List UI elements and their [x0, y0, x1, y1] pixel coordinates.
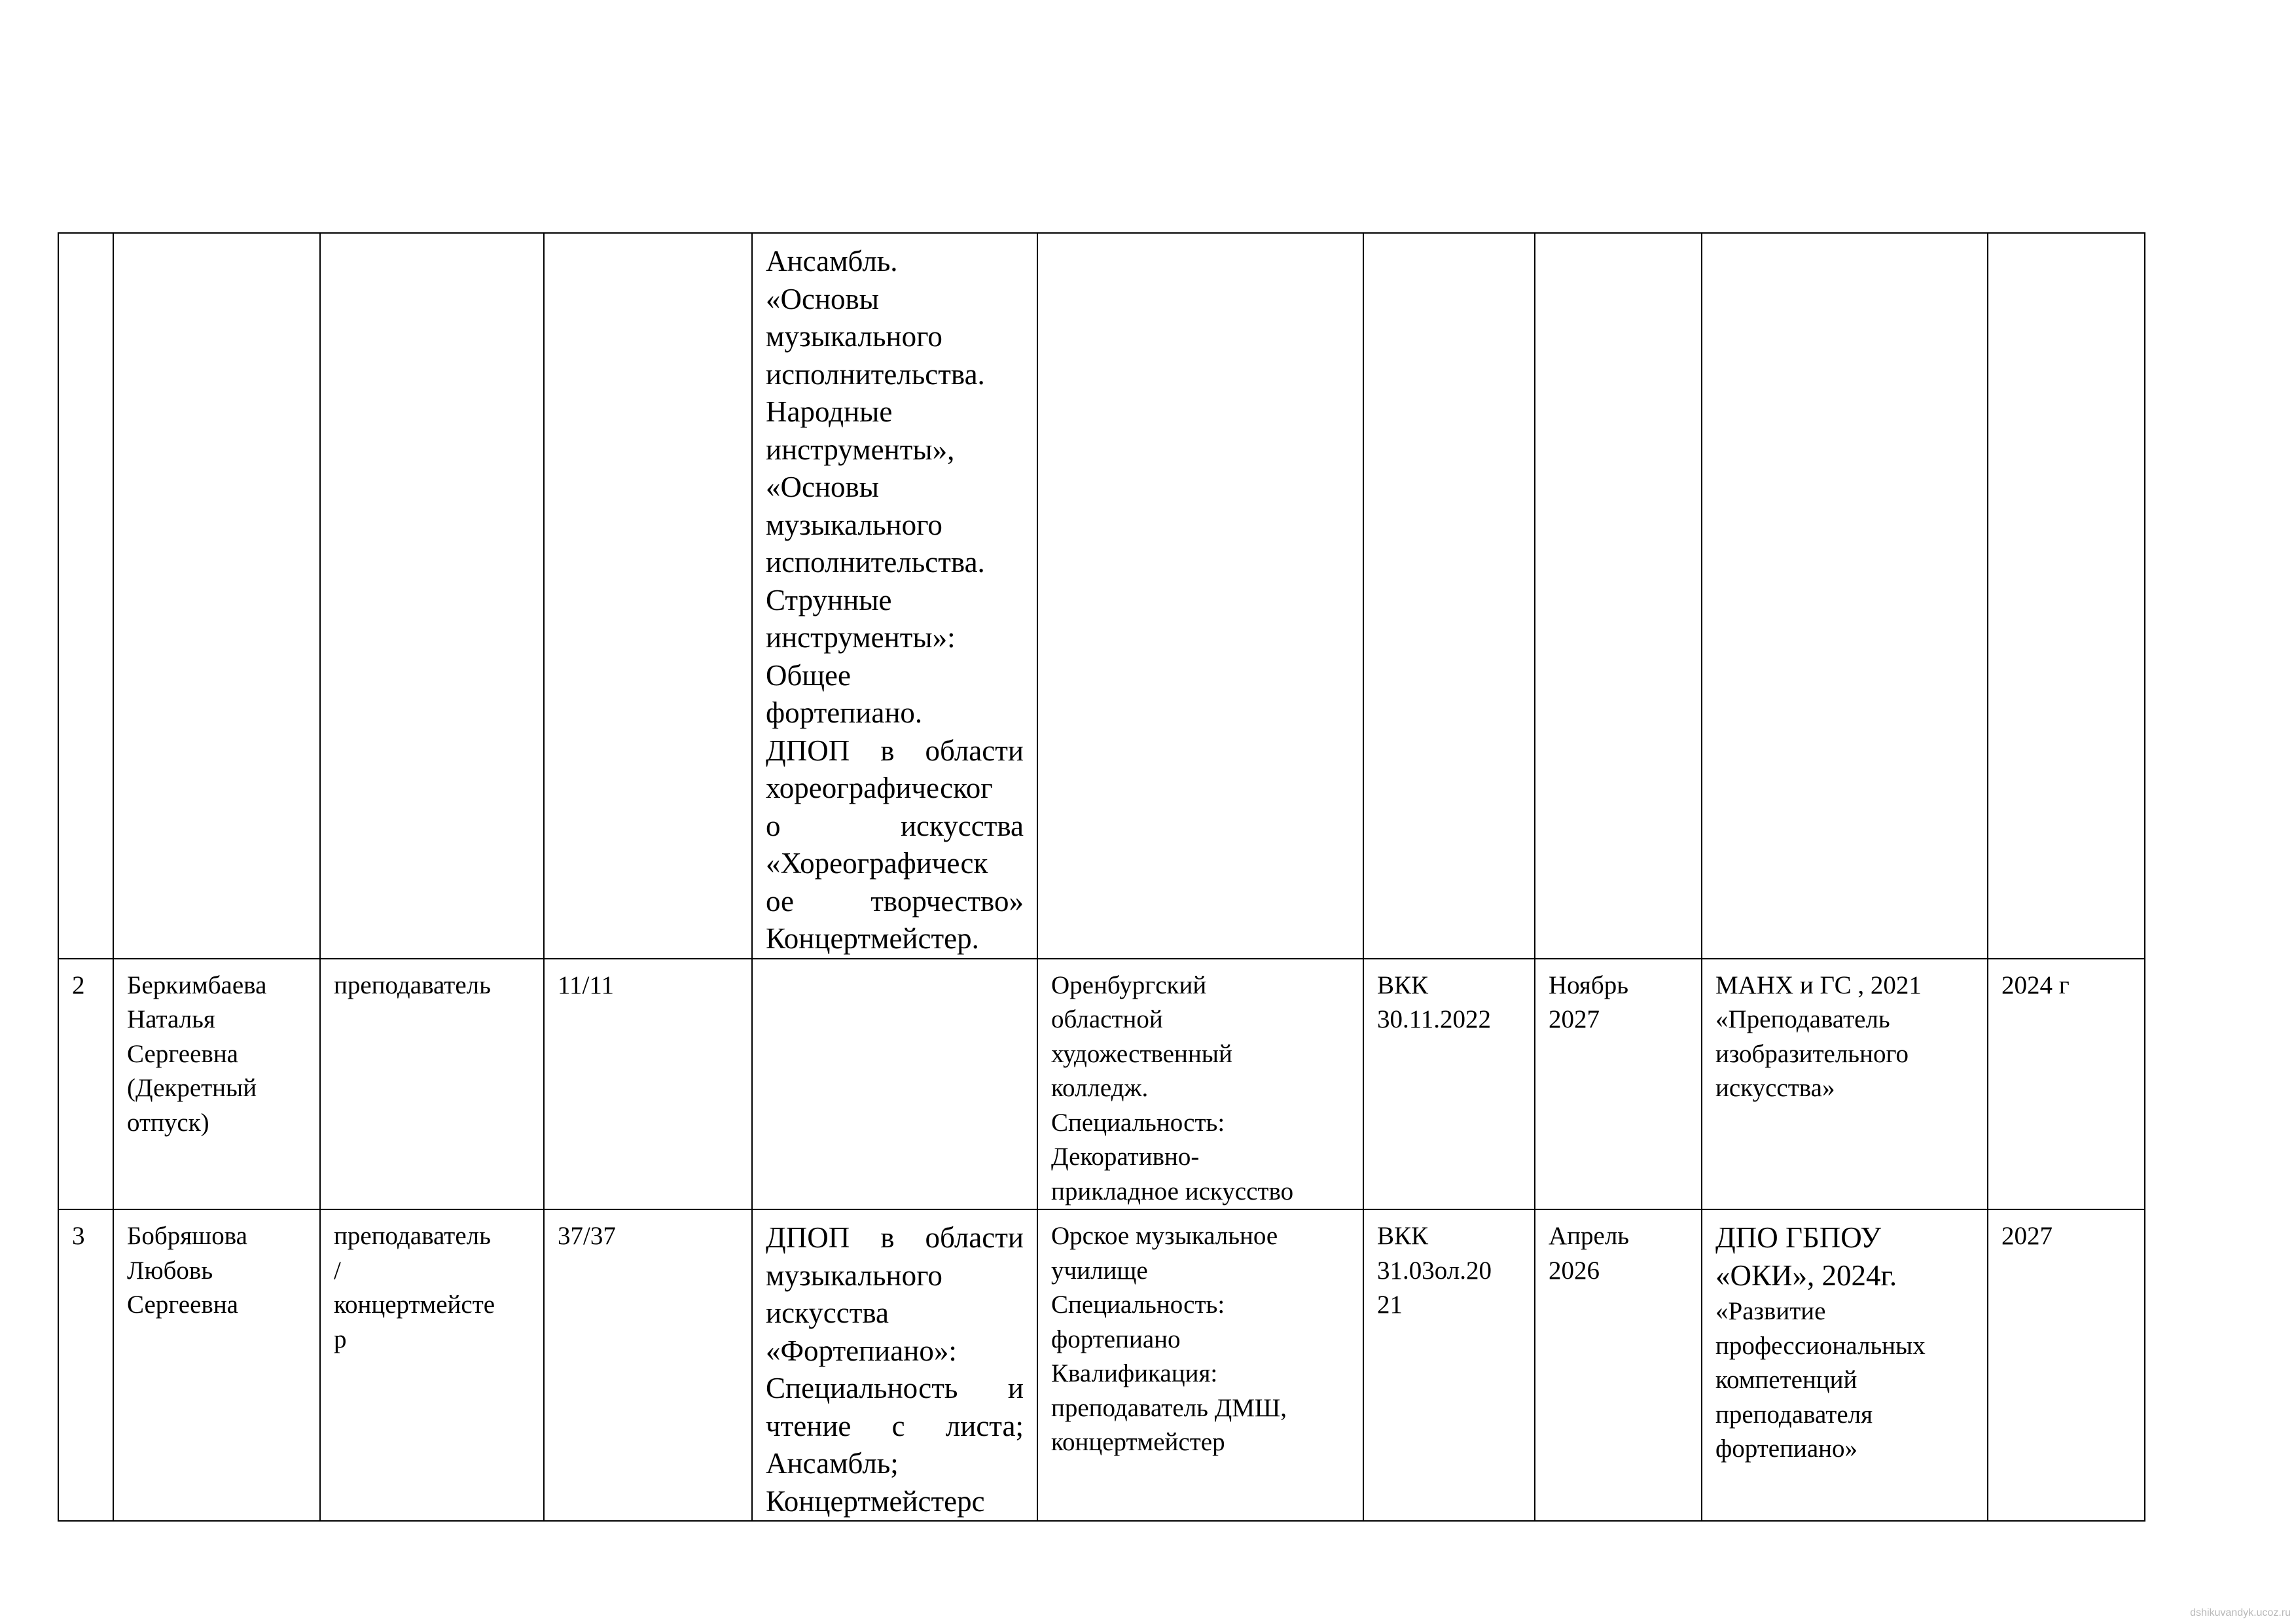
cell-next-attestation	[1535, 233, 1702, 959]
table-row	[58, 233, 2145, 959]
programs-line: «Фортепиано»:	[766, 1334, 957, 1367]
table-row	[58, 959, 2145, 1210]
cell-number: 3	[58, 1209, 113, 1521]
cell-next-attestation: Ноябрь 2027	[1535, 959, 1702, 1210]
cell-name: Беркимбаева Наталья Сергеевна (Декретный отпуск)	[113, 959, 320, 1210]
training-text: «Развитие профессиональных компетенций преподавателя фортепиано»	[1715, 1297, 1926, 1463]
watermark: dshikuvandyk.ucoz.ru	[2190, 1607, 2291, 1618]
programs-line: ДПОП в области	[766, 734, 1024, 767]
cell-education: Орское музыкальное училище Специальность: фортепиано Квалификация: преподаватель ДМШ, концертмейстер	[1037, 1209, 1363, 1521]
cell-programs	[752, 1209, 1037, 1521]
programs-line: Общее	[766, 658, 851, 692]
cell-education: Оренбургский областной художественный колледж. Специальность: Декоративно- прикладное искусство	[1037, 959, 1363, 1210]
programs-line: Ансамбль;	[766, 1447, 899, 1480]
programs-line: фортепиано.	[766, 696, 923, 729]
programs-line: Струнные	[766, 583, 892, 616]
cell-number	[58, 233, 113, 959]
programs-line: чтение с листа;	[766, 1409, 1024, 1442]
cell-next-attestation: Апрель 2026	[1535, 1209, 1702, 1521]
cell-training	[1702, 233, 1988, 959]
programs-line: инструменты»:	[766, 621, 956, 654]
programs-line: Концертмейстер.	[766, 922, 979, 955]
cell-training	[1702, 1209, 1988, 1521]
staff-table	[58, 232, 2145, 1522]
cell-experience	[544, 233, 752, 959]
cell-name	[113, 233, 320, 959]
cell-category: ВКК 30.11.2022	[1363, 959, 1535, 1210]
programs-line: Ансамбль.	[766, 245, 898, 277]
cell-training: МАНХ и ГС , 2021 «Преподаватель изобразительного искусства»	[1702, 959, 1988, 1210]
programs-line: инструменты»,	[766, 433, 955, 466]
programs-line: исполнительства.	[766, 546, 985, 579]
programs-line: «Хореографическ	[766, 847, 988, 880]
programs-line: хореографическог	[766, 772, 993, 804]
cell-number: 2	[58, 959, 113, 1210]
programs-line: Народные	[766, 395, 893, 428]
cell-next-training: 2024 г	[1988, 959, 2145, 1210]
programs-line: «Основы	[766, 282, 880, 315]
cell-position	[320, 233, 544, 959]
training-heading: ДПО ГБПОУ «ОКИ», 2024г.	[1715, 1221, 1897, 1292]
cell-next-training: 2027	[1988, 1209, 2145, 1521]
cell-name: Бобряшова Любовь Сергеевна	[113, 1209, 320, 1521]
cell-programs	[752, 233, 1037, 959]
programs-line: музыкального	[766, 1258, 942, 1292]
cell-experience: 37/37	[544, 1209, 752, 1521]
cell-category	[1363, 233, 1535, 959]
programs-line: Концертмейстерс	[766, 1484, 985, 1518]
cell-experience: 11/11	[544, 959, 752, 1210]
cell-position: преподаватель / концертмейсте р	[320, 1209, 544, 1521]
programs-line: исполнительства.	[766, 357, 985, 391]
programs-line: о искусства	[766, 809, 1024, 842]
cell-next-training	[1988, 233, 2145, 959]
programs-line: ДПОП в области	[766, 1221, 1024, 1254]
programs-line: Специальность и	[766, 1372, 1024, 1404]
programs-line: искусства	[766, 1296, 889, 1329]
programs-line: ое творчество»	[766, 884, 1024, 918]
programs-line: «Основы	[766, 471, 880, 503]
cell-position: преподаватель	[320, 959, 544, 1210]
programs-line: музыкального	[766, 508, 942, 541]
cell-programs	[752, 959, 1037, 1210]
table-row	[58, 1209, 2145, 1521]
cell-education	[1037, 233, 1363, 959]
cell-category: ВКК 31.03ол.20 21	[1363, 1209, 1535, 1521]
programs-line: музыкального	[766, 320, 942, 353]
